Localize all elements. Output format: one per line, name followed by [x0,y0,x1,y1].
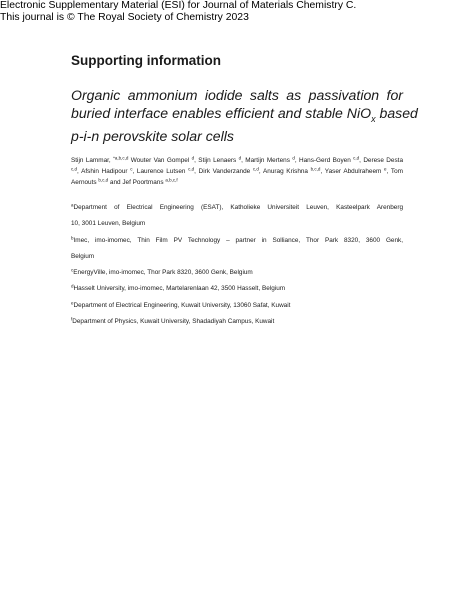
affiliation-text: Imec, imo-imomec, Thin Film PV Technology – partner in Solliance, Thor Park 8320, 3600 Genk, [73,236,403,244]
author-name: , Hans-Gerd Boyen [294,157,354,164]
author-name: , Dirk Vanderzande [194,168,253,176]
affiliation-line [71,233,403,249]
affiliation-list [71,200,403,330]
esi-header-line: This journal is © The Royal Society of Chemistry 2023 [0,11,249,23]
author-name: , Tom [386,168,403,176]
author-affil-mark: c,d [188,166,195,172]
author-name: , Anurag Krishna [258,168,311,176]
author-name: , Afshin Hadipour [77,168,131,176]
author-affil-mark: d [292,155,295,161]
affiliation-text: Department of Electrical Engineering, Kuwait University, 13060 Safat, Kuwait [73,301,291,309]
affiliation-mark: d [71,283,74,289]
affiliation-item [71,265,403,281]
page-title: Supporting information [71,53,221,68]
affiliation-text: Department of Physics, Kuwait University, Shadadiyah Campus, Kuwait [72,318,275,326]
affiliation-mark: b [71,235,74,241]
author-line [71,177,403,188]
author-affil-mark: c [130,166,133,172]
author-name: Aernouts [71,179,99,187]
paper-title-line [71,104,418,128]
author-name: Stijn Lammar, [71,157,114,164]
affiliation-text: EnergyVille, imo-imomec, Thor Park 8320, 3600 Genk, Belgium [73,269,253,277]
affiliation-line [71,281,403,297]
affiliation-line [71,314,403,330]
affiliation-mark: c [71,267,74,273]
affiliation-item [71,233,403,266]
affiliation-text: Department of Electrical Engineering (ESAT), Katholieke Universiteit Leuven, Kasteelpark Arenberg [73,204,403,211]
affiliation-line [71,265,403,281]
paper-title [71,87,418,146]
author-affil-mark: c,d [353,155,360,161]
author-line [71,155,403,166]
author-line [71,166,403,177]
author-affil-mark: c,d [71,166,78,172]
paper-title-line: Organic ammonium iodide salts as passivation for [71,87,403,103]
affiliation-line [71,200,403,216]
author-affil-mark: b,c,d [98,177,109,183]
affiliation-mark: e [71,300,74,306]
author-affil-mark: e [384,166,387,172]
affiliation-item [71,281,403,297]
author-affil-mark: *a,b,c,d [113,155,129,161]
affiliation-item [71,298,403,314]
author-name: Wouter Van Gompel [128,157,192,164]
author-affil-mark: b,c,d [310,166,321,172]
paper-title-subscript: x [371,113,376,124]
affiliation-item [71,200,403,233]
affiliation-line: Belgium [71,252,95,260]
author-name: , Stijn Lenaers [194,157,239,164]
paper-title-line: p-i-n perovskite solar cells [71,128,234,144]
affiliation-mark: f [71,316,73,322]
esi-header [0,0,474,23]
author-affil-mark: d [238,155,242,161]
author-name: , Laurence Lutsen [132,168,189,176]
paper-title-text: based [375,104,418,121]
affiliation-mark: a [71,202,74,208]
affiliation-line [71,298,403,314]
paper-title-text: buried interface enables efficient and stable NiO [71,104,372,121]
author-affil-mark: a,b,c,f [165,177,178,183]
affiliation-line: 10, 3001 Leuven, Belgium [71,220,146,228]
esi-header-line: Electronic Supplementary Material (ESI) for Journal of Materials Chemistry C. [0,0,357,11]
author-name: , Derese Desta [359,157,403,164]
author-name: , Martijn Mertens [241,157,293,164]
affiliation-text: Hasselt University, imo-imomec, Martelarenlaan 42, 3500 Hasselt, Belgium [73,285,286,293]
author-affil-mark: d [191,155,195,161]
author-affil-mark: c,d [252,166,259,172]
author-name: and Jef Poortmans [108,179,166,187]
affiliation-item [71,314,403,330]
author-name: , Yaser Abdulraheem [320,168,385,176]
author-list [71,155,403,189]
